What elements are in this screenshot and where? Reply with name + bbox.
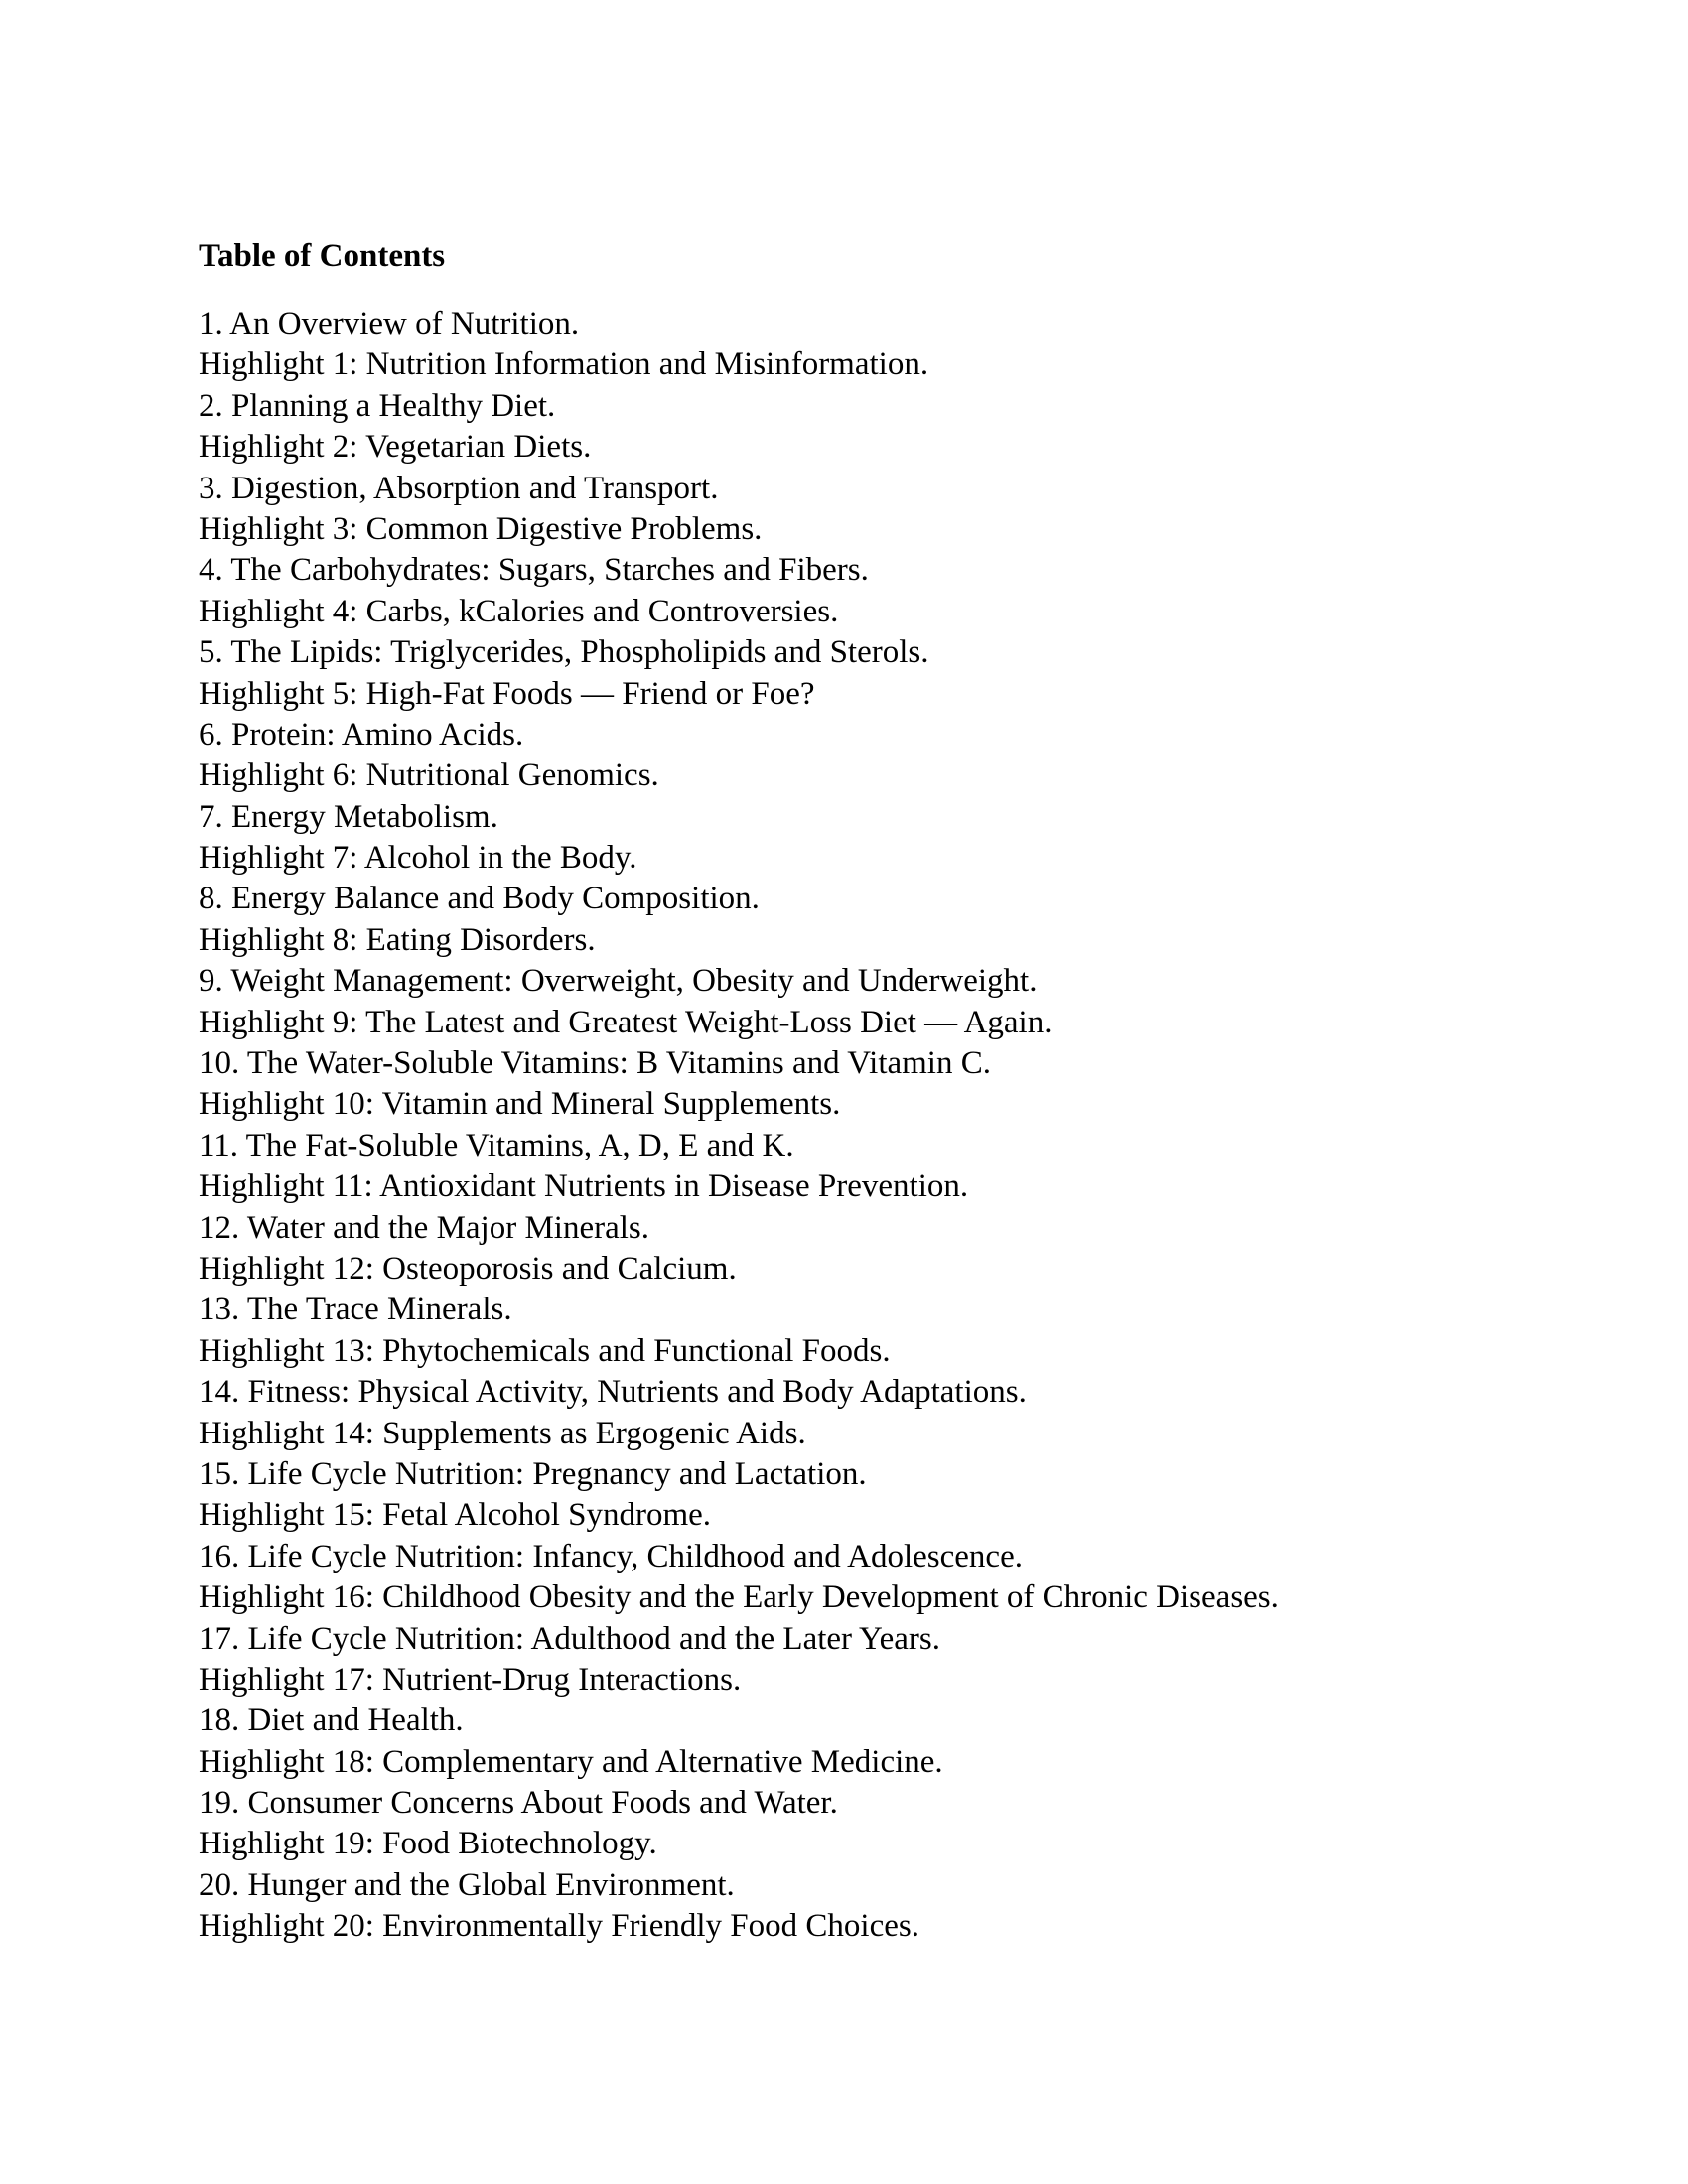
toc-chapter-entry: 7. Energy Metabolism. [199,798,498,835]
toc-chapter-entry: 3. Digestion, Absorption and Transport. [199,470,719,506]
toc-chapter-entry: 5. The Lipids: Triglycerides, Phospholipids and Sterols. [199,634,929,671]
page-title: Table of Contents [199,238,446,274]
toc-chapter-entry: 4. The Carbohydrates: Sugars, Starches and Fibers. [199,552,869,589]
toc-highlight-entry: Highlight 1: Nutrition Information and Misinformation. [199,346,929,383]
toc-chapter-entry: 2. Planning a Healthy Diet. [199,387,556,424]
toc-highlight-entry: Highlight 13: Phytochemicals and Functional Foods. [199,1332,891,1369]
toc-chapter-entry: 9. Weight Management: Overweight, Obesity and Underweight. [199,963,1038,1000]
toc-chapter-entry: 19. Consumer Concerns About Foods and Water. [199,1785,838,1822]
toc-highlight-entry: Highlight 16: Childhood Obesity and the Early Development of Chronic Diseases. [199,1579,1279,1616]
toc-highlight-entry: Highlight 9: The Latest and Greatest Weight-Loss Diet — Again. [199,1004,1053,1040]
toc-highlight-entry: Highlight 3: Common Digestive Problems. [199,510,763,547]
toc-highlight-entry: Highlight 4: Carbs, kCalories and Controversies. [199,593,839,629]
toc-chapter-entry: 8. Energy Balance and Body Composition. [199,881,760,917]
toc-highlight-entry: Highlight 18: Complementary and Alternative Medicine. [199,1743,943,1780]
toc-chapter-entry: 11. The Fat-Soluble Vitamins, A, D, E and K. [199,1127,794,1163]
toc-chapter-entry: 1. An Overview of Nutrition. [199,306,580,341]
toc-chapter-entry: 12. Water and the Major Minerals. [199,1209,650,1246]
toc-chapter-entry: 18. Diet and Health. [199,1703,464,1739]
toc-highlight-entry: Highlight 14: Supplements as Ergogenic Aids. [199,1415,806,1451]
toc-highlight-entry: Highlight 11: Antioxidant Nutrients in Disease Prevention. [199,1168,969,1205]
toc-chapter-entry: 14. Fitness: Physical Activity, Nutrients and Body Adaptations. [199,1374,1027,1411]
toc-chapter-entry: 6. Protein: Amino Acids. [199,716,524,752]
toc-chapter-entry: 20. Hunger and the Global Environment. [199,1866,735,1903]
toc-highlight-entry: Highlight 7: Alcohol in the Body. [199,840,637,877]
toc-highlight-entry: Highlight 12: Osteoporosis and Calcium. [199,1250,737,1287]
toc-chapter-entry: 15. Life Cycle Nutrition: Pregnancy and Lactation. [199,1455,867,1492]
toc-highlight-entry: Highlight 8: Eating Disorders. [199,921,596,958]
toc-highlight-entry: Highlight 17: Nutrient-Drug Interactions. [199,1661,742,1698]
toc-chapter-entry: 17. Life Cycle Nutrition: Adulthood and the Later Years. [199,1620,940,1657]
toc-highlight-entry: Highlight 20: Environmentally Friendly Food Choices. [199,1908,919,1945]
toc-highlight-entry: Highlight 5: High-Fat Foods — Friend or Foe? [199,675,815,712]
toc-chapter-entry: 16. Life Cycle Nutrition: Infancy, Childhood and Adolescence. [199,1538,1023,1574]
toc-chapter-entry: 13. The Trace Minerals. [199,1292,512,1328]
toc-highlight-entry: Highlight 19: Food Biotechnology. [199,1826,657,1862]
table-of-contents-list [199,304,1279,1948]
toc-highlight-entry: Highlight 15: Fetal Alcohol Syndrome. [199,1497,712,1534]
toc-highlight-entry: Highlight 6: Nutritional Genomics. [199,757,659,794]
toc-highlight-entry: Highlight 10: Vitamin and Mineral Supplements. [199,1086,841,1123]
toc-highlight-entry: Highlight 2: Vegetarian Diets. [199,429,592,466]
toc-chapter-entry: 10. The Water-Soluble Vitamins: B Vitamins and Vitamin C. [199,1045,991,1082]
